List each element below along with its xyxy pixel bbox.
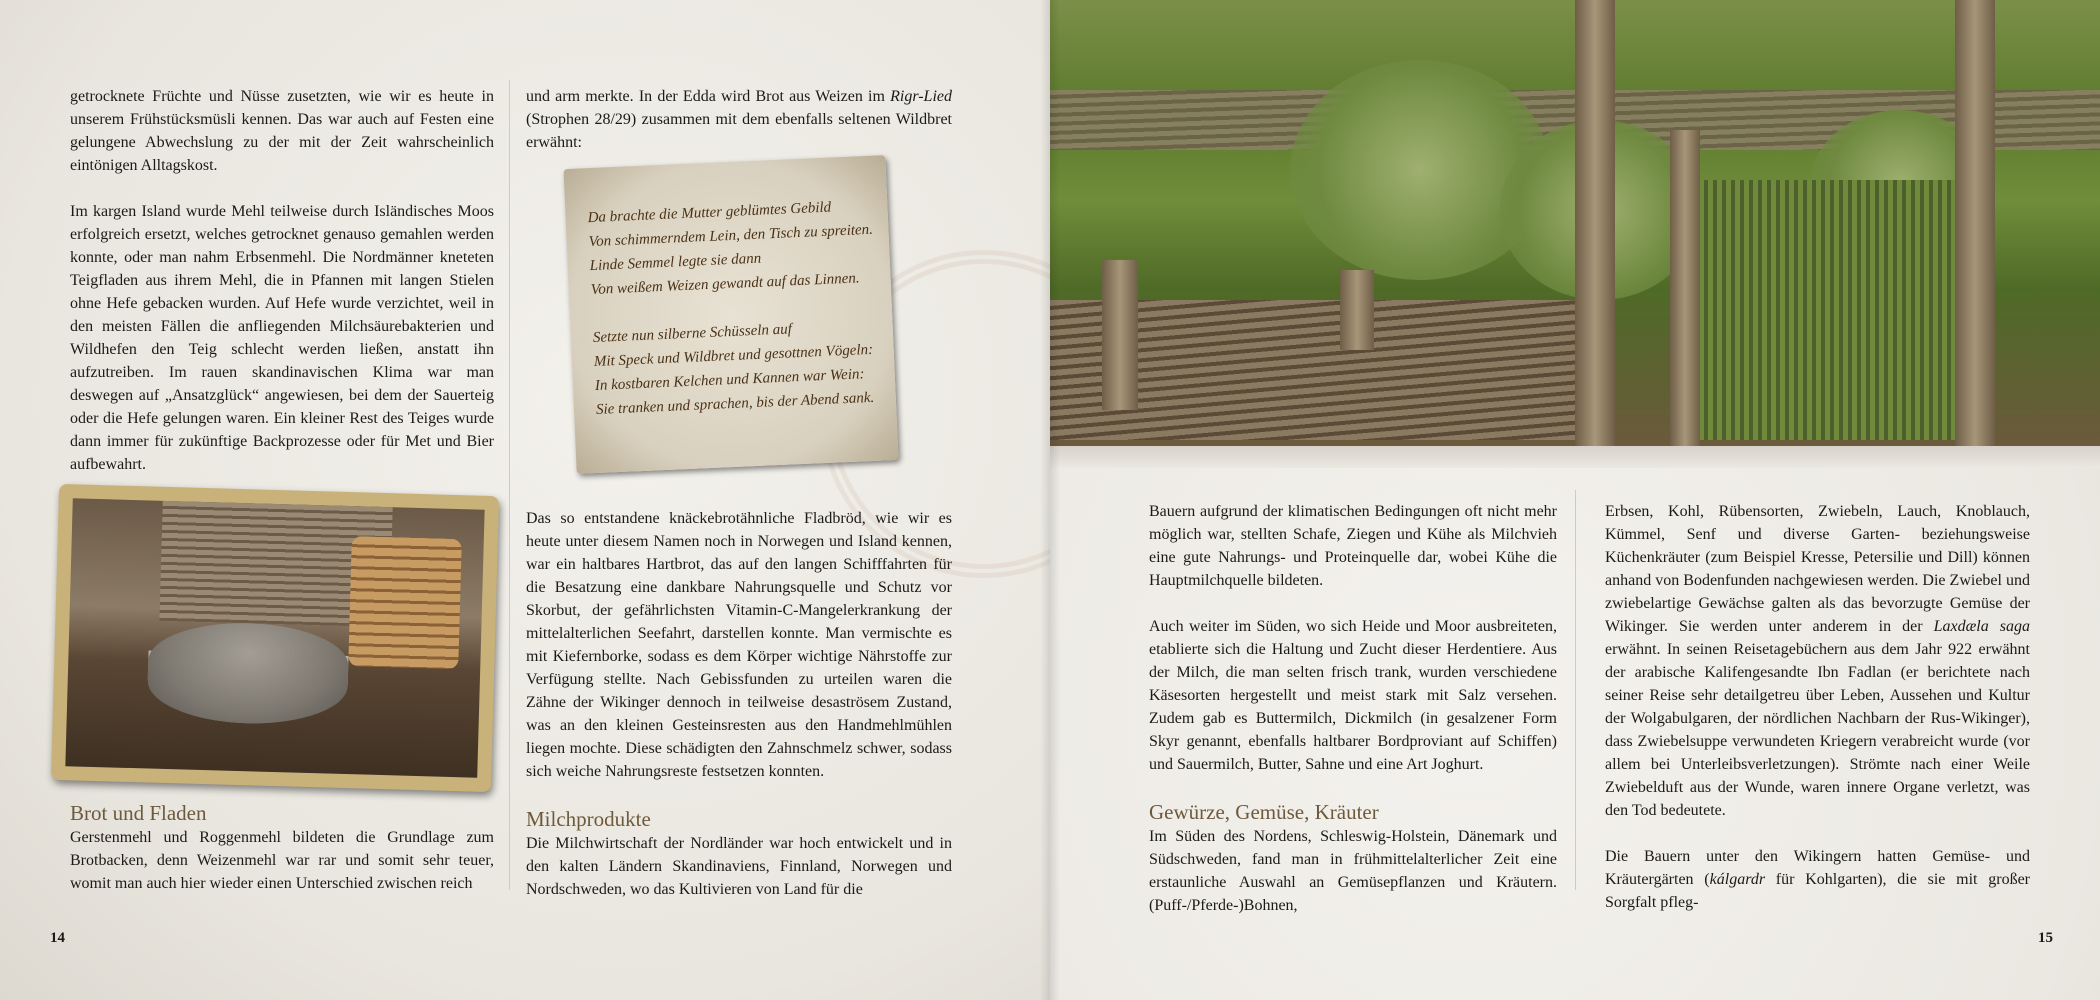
- page-number: 15: [2038, 930, 2053, 946]
- poem-line: Von weißem Weizen gewandt auf das Linnen.: [590, 270, 860, 299]
- poem-note-card: [564, 155, 899, 474]
- paragraph: Gerstenmehl und Roggenmehl bildeten die Grundlage zum Brotbacken, denn Weizenmehl war rar und somit sehr teuer, womit man auch hier wieder einen Unterschied zwischen reich: [70, 829, 494, 892]
- paragraph: [1605, 500, 2030, 822]
- fence-post: [1102, 260, 1138, 410]
- poem: [587, 194, 881, 422]
- garden-photo: [1050, 0, 2100, 446]
- fence-post: [1340, 270, 1374, 350]
- paragraph: getrocknete Früchte und Nüsse zusetzten, wie wir es heute in unserem Frühstücksmüsli kennen. Das war auch auf Festen eine gelungene Abwechslung zu der mit der Zeit wahrscheinlich eintönigen Alltagskost.: [70, 88, 494, 174]
- column-divider: [509, 80, 510, 890]
- wattle-gate: [1690, 180, 1990, 440]
- italic-title: Rigr-Lied: [890, 88, 952, 105]
- paragraph: Im kargen Island wurde Mehl teilweise durch Isländisches Moos erfolgreich ersetzt, welches getrocknet genauso gemahlen werden konnte, oder man nahm Erbsenmehl. Die Nordmänner kneteten Teigfladen aus ihrem Mehl, die in Pfannen mit langen Stielen ohne Hefe gebacken wurden. Auf Hefe wurde verzichtet, weil in den meisten Fällen die anfliegenden Milchsäurebakterien und Wildhefen den Teig schlecht werden ließen, anstatt ihn aufzutreiben. Im rauen skandinavischen Klima war man deswegen auf „Ansatzglück“ angewiesen, bei dem der Sauerteig oder die Hefe gelungen waren. Ein kleiner Rest des Teiges wurde dann immer für zukünftige Backprozesse oder für Met und Bier aufbewahrt.: [70, 203, 494, 473]
- poem-line: Mit Speck und Wildbret und gesottnen Vögeln:: [593, 341, 874, 371]
- fence-post: [1955, 0, 1995, 446]
- italic-term: kálgardr: [1709, 871, 1766, 888]
- column-divider: [1575, 490, 1576, 890]
- poem-line: Von schimmerndem Lein, den Tisch zu spreiten.: [588, 221, 874, 251]
- text: erwähnt. In seinen Reisetagebüchern aus dem Jahr 922 erwähnt der arabische Kalifengesandte Ibn Fadlan (er berichtete nach seiner Reise sehr detailgetreu über Leben, Aussehen und Kultur der Wolgabulgaren, der nördlichen Nachbarn der Rus-Wikinger), dass Zwiebelsuppe verwundeten Kriegern verabreicht wurde (vor allem bei Unterleibsverletzungen). Strömte nach einer Weile Zwiebelduft aus der Wunde, waren innere Organe verletzt, was den Tod bedeutete.: [1605, 641, 2030, 819]
- poem-line: Setzte nun silberne Schüsseln auf: [592, 321, 793, 347]
- photo-image: [65, 498, 484, 777]
- poem-line: Linde Semmel legte sie dann: [589, 250, 762, 275]
- right-page: [1050, 0, 2100, 1000]
- paragraph: Im Süden des Nordens, Schleswig-Holstein, Dänemark und Südschweden, fand man in frühmittelalterlicher Zeit eine erstaunliche Auswahl an Gemüsepflanzen und Kräutern. (Puff-/Pferde-)Bohnen,: [1149, 828, 1557, 914]
- poem-line: Da brachte die Mutter geblümtes Gebild: [587, 199, 832, 227]
- paragraph: Bauern aufgrund der klimatischen Bedingungen oft nicht mehr möglich war, stellten Schafe, Ziegen und Kühe als Milchvieh eine gute Nahrungs- und Proteinquelle dar, wobei Kühe die Hauptmilchquelle bildeten.: [1149, 503, 1557, 589]
- text: (Strophen 28/29) zusammen mit dem ebenfalls seltenen Wildbret erwähnt:: [526, 111, 952, 151]
- column-3: [1149, 500, 1557, 917]
- text: für Kohlgarten), die sie mit großer Sorgfalt pfleg-: [1605, 871, 2031, 911]
- millstone-photo: [51, 484, 499, 792]
- paragraph: [1605, 845, 2030, 914]
- section-heading-brot-und-fladen: Brot und Fladen: [70, 801, 207, 825]
- paragraph: Das so entstandene knäckebrotähnliche Fladbröd, wie wir es heute unter diesem Namen noch in Norwegen und Island kennen, war ein haltbares Hartbrot, das auf den langen Schifffahrten für die Besatzung eine dankbare Nahrungsquelle und Schutz vor Skorbut, der gefährlichsten Vitamin-C-Mangelerkrankung der mittelalterlichen Seefahrt, darstellen konnte. Man vermischte es mit Kiefernborke, sodass es dem Körper wichtige Nährstoffe zur Verfügung stellte. Nach Gebissfunden zu urteilen waren die Zähne der Wikinger dennoch in teilweise desaströsem Zustand, was an den kleinen Gesteinsresten aus den Handmehlmühlen liegen mochte. Diese schädigten den Zahnschmelz schwer, sodass sich weiche Nahrungsreste festsetzen konnten.: [526, 510, 952, 780]
- column-4: [1605, 500, 2030, 914]
- millstone-top: [147, 620, 350, 726]
- fence-post: [1575, 0, 1615, 446]
- paragraph: [526, 85, 952, 154]
- fence-post: [1670, 130, 1700, 446]
- text: und arm merkte. In der Edda wird Brot aus Weizen im: [526, 88, 891, 105]
- text: Erbsen, Kohl, Rübensorten, Zwiebeln, Lauch, Knoblauch, Kümmel, Senf und diverse Garten- beziehungsweise Küchenkräuter (zum Beispiel Kresse, Petersilie und Dill) können anhand von Bodenfunden nachgewiesen werden. Die Zwiebel und zwiebelartige Gewächse galten als das bevorzugte Gemüse der Wikinger. Sie werden unter anderem in der: [1605, 503, 2030, 635]
- basket: [348, 536, 462, 669]
- column-2: [526, 85, 952, 901]
- page-number: 14: [50, 930, 65, 946]
- column-1: [70, 85, 494, 895]
- section-heading-milchprodukte: Milchprodukte: [526, 807, 651, 831]
- paragraph: Die Milchwirtschaft der Nordländer war hoch entwickelt und in den kalten Ländern Skandinaviens, Finnland, Norwegen und Nordschweden, wo das Kultivieren von Land für die: [526, 835, 952, 898]
- paragraph: Auch weiter im Süden, wo sich Heide und Moor ausbreiteten, etablierte sich die Haltung und Zucht dieser Herdentiere. Aus der Milch, die man selten frisch trank, wurden verschiedene Käsesorten hergestellt und meist stark mit Salz versehen. Zudem gab es Buttermilch, Dickmilch (in gesalzener Form Skyr genannt, ebenfalls haltbarer Bordproviant auf Schiffen) und Sauermilch, Butter, Sahne und eine Art Joghurt.: [1149, 618, 1557, 773]
- poem-line: Sie tranken und sprachen, bis der Abend sank.: [595, 389, 875, 418]
- text: Die Bauern unter den Wikingern hatten Gemüse- und Kräutergärten (: [1605, 848, 2030, 888]
- photo-shadow-band: [1050, 446, 2100, 468]
- section-heading-gewuerze: Gewürze, Gemüse, Kräuter: [1149, 800, 1379, 824]
- italic-title: Laxdæla saga: [1933, 618, 2031, 635]
- poem-line: In kostbaren Kelchen und Kannen war Wein:: [594, 366, 865, 394]
